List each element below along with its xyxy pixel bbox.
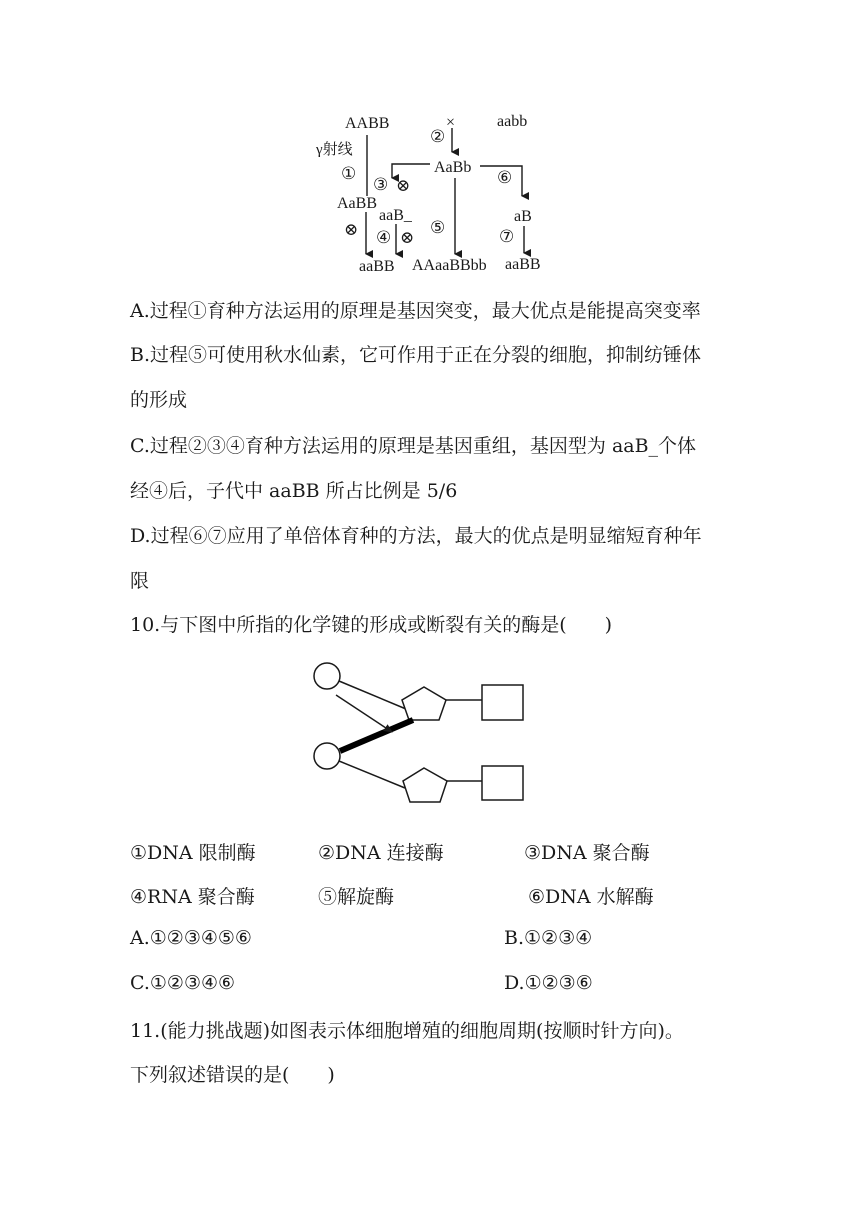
- pentose-sugar-bottom: [403, 768, 447, 802]
- genotype-aabb-mutant: AaBB: [337, 195, 377, 212]
- step-1-label: ①: [341, 164, 357, 183]
- self-pollination-sign-left: ⊗: [344, 220, 359, 239]
- enzyme-3: ③DNA 聚合酶: [524, 842, 650, 864]
- enzyme-4: ④RNA 聚合酶: [130, 886, 255, 908]
- step-3-label: ③: [373, 175, 389, 194]
- pentose-sugar-top: [402, 687, 446, 720]
- result-aabb-left: aaBB: [359, 258, 395, 275]
- q9-option-b-line2: 的形成: [130, 389, 188, 411]
- step-5-label: ⑤: [430, 218, 446, 237]
- step-4-label: ④: [376, 228, 392, 247]
- genotype-ab-haploid: aB: [514, 208, 532, 225]
- phosphodiester-bond: [340, 720, 413, 751]
- self-pollination-sign-4: ⊗: [400, 228, 415, 247]
- q9-option-d-line1: D.过程⑥⑦应用了单倍体育种的方法，最大的优点是明显缩短育种年: [130, 525, 702, 547]
- enzyme-5: ⑤解旋酶: [318, 886, 395, 908]
- enzyme-6: ⑥DNA 水解酶: [528, 886, 654, 908]
- q11-stem-line1: 11.(能力挑战题)如图表示体细胞增殖的细胞周期(按顺时针方向)。: [130, 1020, 684, 1042]
- q10-choice-c: C.①②③④⑥: [130, 972, 236, 994]
- q10-choice-b: B.①②③④: [504, 927, 593, 949]
- result-aaaabbbb: AAaaBBbb: [412, 257, 487, 274]
- step-2-label: ②: [430, 127, 446, 146]
- q10-stem: 10.与下图中所指的化学键的形成或断裂有关的酶是( ): [130, 614, 613, 636]
- q10-choice-d: D.①②③⑥: [504, 972, 593, 994]
- genotype-aab-blank: aaB_: [379, 207, 412, 224]
- base-top: [482, 685, 523, 720]
- gamma-ray-label: γ射线: [316, 142, 353, 158]
- self-pollination-sign-3: ⊗: [396, 176, 411, 195]
- base-bottom: [482, 766, 523, 800]
- genotype-aabb-parent: AABB: [345, 115, 390, 132]
- q9-option-c-line2: 经④后，子代中 aaBB 所占比例是 5/6: [130, 480, 458, 502]
- genotype-aabb-recessive-parent: aabb: [497, 113, 528, 130]
- q9-option-c-line1: C.过程②③④育种方法运用的原理是基因重组，基因型为 aaB_个体: [130, 435, 697, 457]
- nucleotide-chain-diagram: [0, 650, 860, 810]
- q9-option-b-line1: B.过程⑤可使用秋水仙素，它可作用于正在分裂的细胞，抑制纺锤体: [130, 344, 702, 366]
- q9-option-a: A.过程①育种方法运用的原理是基因突变，最大优点是能提高突变率: [130, 300, 701, 322]
- enzyme-2: ②DNA 连接酶: [318, 842, 444, 864]
- step-6-label: ⑥: [497, 168, 513, 187]
- enzyme-1: ①DNA 限制酶: [130, 842, 256, 864]
- pointer-arrow: [336, 695, 392, 732]
- q11-stem-line2: 下列叙述错误的是( ): [130, 1064, 335, 1086]
- step-7-label: ⑦: [499, 227, 515, 246]
- q10-choice-a: A.①②③④⑤⑥: [130, 927, 252, 949]
- breeding-diagram: [0, 0, 860, 280]
- cross-sign: ×: [446, 114, 456, 131]
- q9-option-d-line2: 限: [130, 570, 150, 592]
- phosphate-group-top: [314, 663, 340, 689]
- genotype-f1: AaBb: [434, 159, 472, 176]
- phosphate-group-bottom: [314, 743, 340, 769]
- result-aabb-right: aaBB: [505, 256, 541, 273]
